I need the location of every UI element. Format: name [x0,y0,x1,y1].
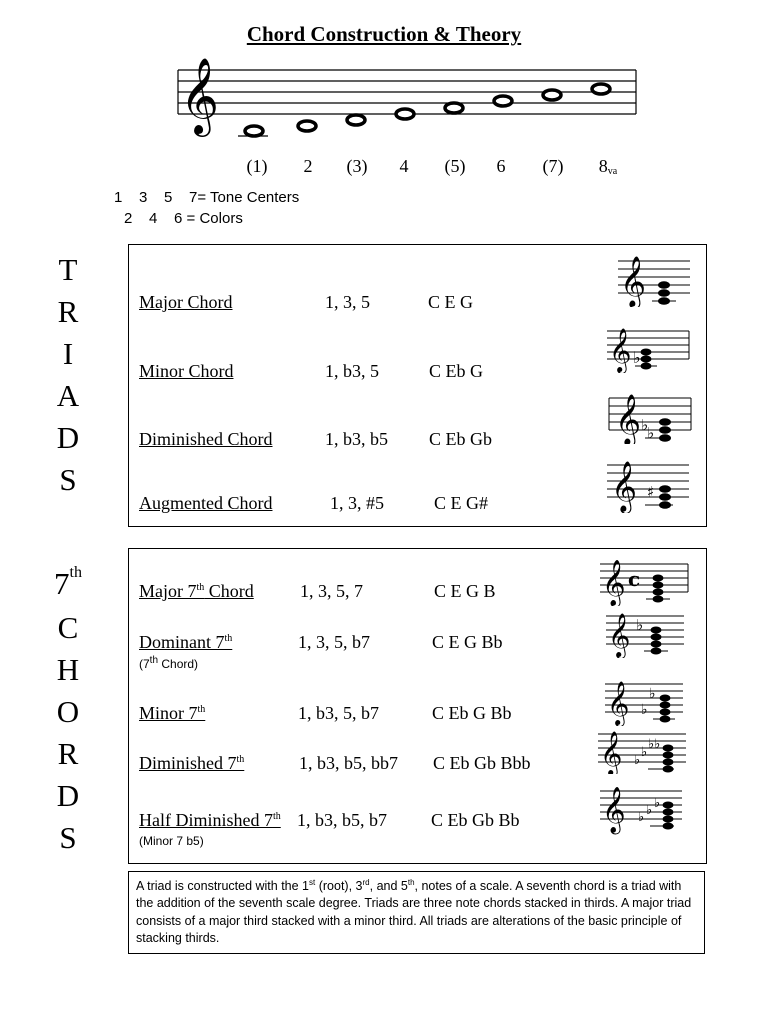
chord-formula: 1, b3, b5, b7 [297,810,387,830]
chord-formula: 1, b3, 5, b7 [298,703,379,723]
flat-sign-icon: ♭ [647,424,655,442]
flat-sign-icon: ♭ [649,686,656,702]
chord-formula: 1, 3, #5 [330,493,384,513]
chord-notes: C E G# [434,493,488,513]
treble-clef-icon: 𝄞 [600,731,623,774]
treble-clef-icon: 𝄞 [607,681,630,725]
chord-name: Minor 7th [139,703,206,723]
chord-subtitle: (Minor 7 b5) [139,834,204,848]
chord-notes: C Eb Gb Bb [431,810,520,830]
chord-notes: C Eb Gb Bbb [433,753,531,773]
flat-sign-icon: ♭ [654,796,661,811]
chord-subtitle: (7th Chord) [139,655,199,671]
diminished7-chord-staff [596,726,688,774]
description-box: A triad is constructed with the 1st (root), 3rd, and 5th, notes of a scale. A seventh chord is a triad with the addition of the seventh scale degree. Triads are three note chords stacked in thirds. A major triad consists of a major third stacked with a minor third. All triads are alterations of the basic principle of stacking thirds. [128,871,705,954]
side-letter: D [56,420,80,455]
chord-name: Augmented Chord [139,493,273,513]
chord-notes: C E G B [434,581,496,601]
side-letter: R [57,736,79,771]
side-letter: 7th [54,563,82,601]
scale-degree: 4 [399,156,409,176]
chord-name: Half Diminished 7th [139,810,281,830]
treble-clef-icon: 𝄞 [611,461,638,512]
chord-formula: 1, b3, b5 [325,429,388,449]
chord-formula: 1, b3, 5 [325,361,379,381]
chord-name: Diminished 7th [139,753,245,773]
side-letter: I [62,336,74,371]
chord-notes: C Eb G Bb [432,703,512,723]
flat-sign-icon: ♭ [638,810,645,825]
chord-formula: 1, b3, b5, bb7 [299,753,398,773]
chord-notes: C E G [428,292,473,312]
scale-degree: 2 [303,156,313,176]
minor7-chord-staff [603,676,685,726]
common-time-icon: c [628,567,641,591]
treble-clef-icon: 𝄞 [602,560,626,606]
flat-sign-icon: ♭ [641,416,649,434]
side-letter: D [56,778,80,813]
scale-degree: (5) [444,156,466,176]
legend-colors: 2 4 6 = Colors [124,210,243,227]
flat-sign-icon: ♭ [641,702,648,718]
flat-sign-icon: ♭ [641,745,648,760]
minor-chord-staff [605,323,691,373]
chord-name: Dominant 7th [139,632,233,652]
major-chord-staff [616,251,692,307]
chord-notes: C Eb G [429,361,483,381]
flat-sign-icon: ♭ [634,753,641,768]
scale-degree-octave: $8_{va}$ [598,156,618,177]
chord-name: Major Chord [139,292,233,312]
page-title: Chord Construction & Theory [246,22,522,46]
treble-clef-icon: 𝄞 [602,787,626,833]
chord-name: Diminished Chord [139,429,273,449]
side-letter: H [56,652,80,687]
side-letter: A [56,378,80,413]
chord-name: Minor Chord [139,361,234,381]
dominant7-chord-staff [604,608,686,658]
flat-sign-icon: ♭ [646,803,653,818]
side-letter: S [59,820,77,855]
half-diminished7-chord-staff [598,781,684,835]
legend-tone-centers: 1 3 5 7= Tone Centers [114,189,300,206]
chord-formula: 1, 3, 5, 7 [300,581,363,601]
flat-sign-icon: ♭♭ [648,737,661,752]
major7-chord-staff [598,554,690,606]
scale-degree: (1) [246,156,268,176]
side-letter: T [58,252,78,287]
scale-degree: 6 [496,156,506,176]
treble-clef-icon: 𝄞 [615,394,642,444]
treble-clef-icon: 𝄞 [609,328,632,372]
chord-notes: C Eb Gb [429,429,492,449]
treble-clef-icon: 𝄞 [608,613,631,657]
chord-formula: 1, 3, 5 [325,292,370,312]
chord-name: Major 7th Chord [139,581,254,601]
side-letter: S [59,462,77,497]
side-letter: O [56,694,80,729]
diminished-chord-staff [607,386,693,444]
scale-degree: (7) [542,156,564,176]
flat-sign-icon: ♭ [636,616,644,634]
augmented-chord-staff [605,455,691,513]
chord-notes: C E G Bb [432,632,503,652]
sharp-sign-icon: ♯ [647,483,655,501]
flat-sign-icon: ♭ [633,348,641,367]
side-letter: C [57,610,79,645]
scale-degree: (3) [346,156,368,176]
chord-formula: 1, 3, 5, b7 [298,632,370,652]
side-letter: R [57,294,79,329]
treble-clef-icon: 𝄞 [620,256,647,307]
scale-staff [170,50,640,146]
treble-clef-icon: 𝄞 [180,57,220,134]
